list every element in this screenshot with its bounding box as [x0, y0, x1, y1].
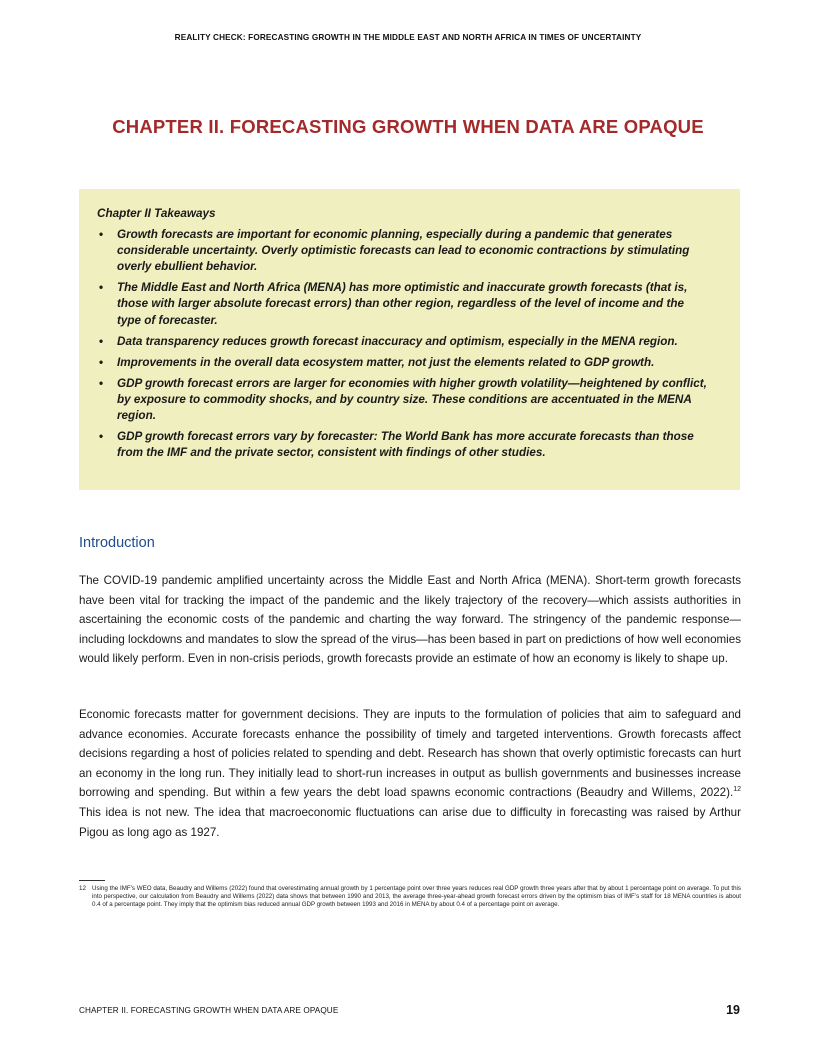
takeaway-text: GDP growth forecast errors are larger for economies with higher growth volatility—heightened by conflict, by exposure to commodity shocks, and by country size. These conditions are accentuated in the MENA region.	[117, 376, 707, 423]
bullet-icon: •	[99, 281, 104, 295]
chapter-title: CHAPTER II. FORECASTING GROWTH WHEN DATA ARE OPAQUE	[112, 116, 704, 137]
takeaway-text: Data transparency reduces growth forecast inaccuracy and optimism, especially in the MENA region.	[117, 334, 678, 348]
bullet-icon: •	[99, 355, 104, 369]
takeaways-box	[79, 189, 740, 490]
takeaway-text: Improvements in the overall data ecosystem matter, not just the elements related to GDP growth.	[117, 355, 655, 369]
body-paragraph-text: This idea is not new. The idea that macroeconomic fluctuations can arise due to difficulty in forecasting was raised by Arthur Pigou as long ago as 1927.	[79, 805, 741, 839]
takeaway-item	[97, 429, 710, 461]
footnote-text: Using the IMF’s WEO data, Beaudry and Willems (2022) found that overestimating annual growth by 1 percentage point over three years reduces real GDP growth three years after that by about 1 percentage point on average. To put this into perspective, our calculation from Beaudry and Willems (2022) data shows that between 1990 and 2013, the average three-year-ahead growth forecast errors driven by the optimism bias of IMF’s staff for 18 MENA countries is about 0.4 of a percentage point. They imply that the optimism bias reduced annual GDP growth between 1993 and 2016 in MENA by about 0.4 of a percentage point on average.	[92, 885, 741, 909]
footnote-number: 12	[79, 885, 86, 892]
body-paragraph	[79, 705, 741, 842]
bullet-icon: •	[99, 334, 104, 348]
takeaway-item	[97, 280, 710, 328]
running-footer: CHAPTER II. FORECASTING GROWTH WHEN DATA ARE OPAQUE	[79, 1006, 339, 1015]
body-paragraph: The COVID-19 pandemic amplified uncertainty across the Middle East and North Africa (MENA). Short-term growth forecasts have been vital for tracking the impact of the pandemic and the likely trajectory of the recovery—which assists authorities in ascertaining the economic costs of the pandemic and charting the way forward. The stringency of the pandemic response—including lockdowns and mandates to slow the spread of the virus—has been based in part on predictions of how well economies would likely perform. Even in non-crisis periods, growth forecasts provide an estimate of how an economy is likely to shape up.	[79, 574, 741, 666]
running-header: REALITY CHECK: FORECASTING GROWTH IN THE MIDDLE EAST AND NORTH AFRICA IN TIMES OF UNCERTAINTY	[174, 33, 642, 42]
bullet-icon: •	[99, 228, 104, 242]
footnote-divider	[79, 880, 105, 881]
footnote	[79, 885, 741, 910]
body-paragraph-text: Economic forecasts matter for government decisions. They are inputs to the formulation of policies that aim to safeguard and advance economies. Accurate forecasts enhance the possibility of timely and targeted interventions. Growth forecasts affect decisions regarding a host of policies related to spending and debt. Research has shown that overly optimistic forecasts can hurt an economy in the long run. They initially lead to short-run increases in output as bullish governments and businesses increase borrowing and spending. But within a few years the debt load spawns economic contractions (Beaudry and Willems, 2022).	[79, 708, 741, 800]
takeaway-text: The Middle East and North Africa (MENA) has more optimistic and inaccurate growth forecasts (that is, those with larger absolute forecast errors) than other region, regardless of the level of income and the type of forecaster.	[117, 281, 688, 327]
bullet-icon: •	[99, 376, 104, 390]
takeaway-text: GDP growth forecast errors vary by forecaster: The World Bank has more accurate forecasts than those from the IMF and the private sector, consistent with findings of other studies.	[117, 430, 694, 460]
takeaway-text: Growth forecasts are important for economic planning, especially during a pandemic that generates considerable uncertainty. Overly optimistic forecasts can lead to economic contractions by stimulating overly ebullient behavior.	[117, 228, 690, 274]
takeaways-title: Chapter II Takeaways	[97, 207, 216, 220]
takeaway-item	[97, 355, 710, 371]
takeaway-item	[97, 227, 710, 275]
footnote-reference[interactable]: 12	[733, 786, 741, 794]
takeaways-list	[97, 227, 710, 461]
takeaway-item	[97, 334, 710, 350]
section-heading-introduction: Introduction	[79, 535, 155, 551]
bullet-icon: •	[99, 430, 104, 444]
page-number: 19	[726, 1003, 740, 1017]
takeaway-item	[97, 376, 710, 424]
